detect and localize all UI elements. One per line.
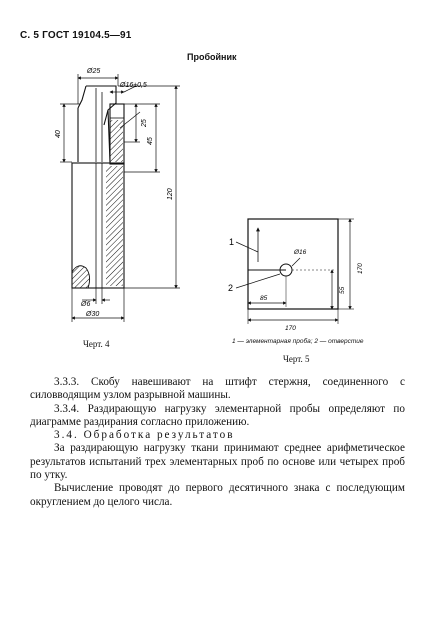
hatch-pin [110, 120, 123, 162]
hatch-bottom [72, 266, 90, 288]
dim-mid-height: 25 [141, 119, 148, 127]
figure-5-legend: 1 — элементарная проба; 2 — отверстие [232, 338, 364, 345]
dim-bottom-inner: Ø6 [81, 301, 91, 308]
dim-sample-width: 170 [285, 325, 296, 332]
figure-4-caption: Черт. 4 [83, 339, 110, 349]
section-heading-3-4: 3.4. Обработка результатов [54, 429, 235, 442]
paragraph-3-3-3: 3.3.3. Скобу навешивают на штифт стержня, соединенного с силовводящим узлом разрывной машины. [30, 376, 405, 402]
dim-sample-height: 170 [357, 263, 364, 274]
sample-label-2: 2 [228, 283, 234, 293]
dim-bottom-width: Ø30 [86, 311, 100, 318]
body-text [30, 376, 405, 509]
figure-5-caption: Черт. 5 [283, 354, 310, 364]
dim-total-height: 120 [167, 188, 174, 200]
sample-label-1: 1 [229, 237, 235, 247]
hatch-section [106, 166, 123, 286]
dim-hole-offset-v: 55 [339, 286, 346, 294]
dim-right-height: 45 [147, 137, 154, 145]
dim-left-height: 40 [55, 130, 62, 138]
paragraph-3-3-4: 3.3.4. Раздирающую нагрузку элементарной пробы определяют по диаграмме раздирания согласно приложению. [30, 402, 405, 428]
sample-drawing [236, 219, 354, 324]
dim-hole: Ø16 [294, 249, 307, 256]
dim-pin-diameter: Ø16±0,5 [120, 82, 147, 89]
paragraph-averaging: За раздирающую нагрузку ткани принимают среднее арифметическое результатов испытаний трех элементарных проб по основе или четырех проб по утку. [30, 442, 405, 482]
paragraph-rounding: Вычисление проводят до первого десятичного знака с последующим округлением до целого числа. [30, 482, 405, 508]
dim-hole-offset-h: 85 [260, 295, 268, 302]
drawing-title: Пробойник [187, 52, 237, 62]
dim-top-width: Ø25 [87, 68, 101, 75]
page-header: С. 5 ГОСТ 19104.5—91 [20, 30, 132, 41]
